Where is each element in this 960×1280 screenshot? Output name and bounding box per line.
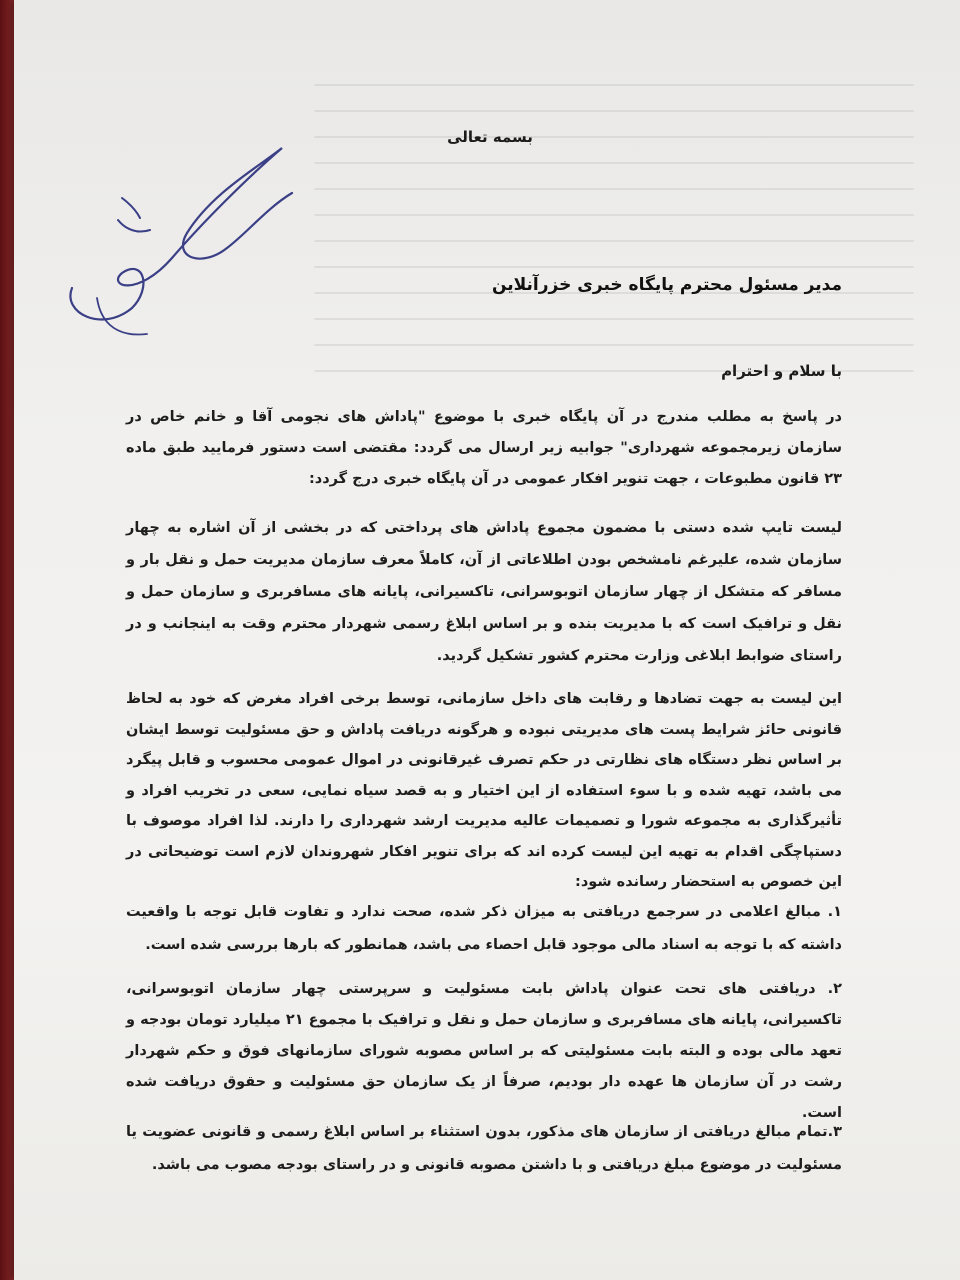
paragraph-point-3: ۳.تمام مبالغ دریافتی از سازمان های مذکور، بدون استثناء بر اساس ابلاغ رسمی و قانونی عضویت یا مسئولیت در موضوع مبلغ دریافتی و با داشتن مصوبه قانونی و در راستای بودجه مصوب می باشد.	[126, 1124, 842, 1173]
paragraph-point-2: ۲. دریافتی های تحت عنوان پاداش بابت مسئولیت و سرپرستی چهار سازمان اتوبوسرانی، تاکسیرانی، پایانه های مسافربری و سازمان حمل و نقل و ترافیک با مجموع ۲۱ میلیارد تومان بودجه و تعهد مالی بوده و البته بابت مسئولیتی که بر اساس مصوبه شورای سازمانهای فوق و حکم شهردار رشت در آن سازمان ها عهده دار بودیم، صرفاً از یک سازمان حق مسئولیت و حقوق دریافت شده است.	[126, 981, 842, 1121]
paragraph-rivalries: این لیست به جهت تضادها و رقابت های داخل سازمانی، توسط برخی افراد مغرض که خود به لحاظ قانونی حائز شرایط پست های مدیریتی نبوده و هرگونه دریافت پاداش و حق مسئولیت توسط ایشان بر اساس نظر دستگاه های نظارتی در حکم تصرف غیرقانونی در اموال عمومی محسوب و قابل پیگرد می باشد، تهیه شده و با سوء استفاده از این اختیار و به قصد سیاه نمایی، سعی در تخریب افراد و تأثیرگذاری به مجموعه شورا و تصمیمات عالیه مدیریت ارشد شهرداری را دارند. لذا افراد موصوف با دستپاچگی اقدام به تهیه این لیست کرده اند که برای تنویر افکار شهروندان لازم است توضیحاتی در این خصوص به استحضار رسانده شود:	[126, 691, 842, 890]
basmala-heading: بسمه تعالی	[447, 128, 533, 146]
addressee-line: مدیر مسئول محترم پایگاه خبری خزرآنلاین	[491, 275, 842, 295]
paragraph-typed-list: لیست تایپ شده دستی با مضمون مجموع پاداش های پرداختی که در بخشی از آن اشاره به چهار سازمان شده، علیرغم نامشخص بودن اطلاعاتی از آن، کاملاً معرف سازمان مدیریت حمل و نقل بار و مسافر که متشکل از چهار سازمان اتوبوسرانی، تاکسیرانی، پایانه های مسافربری و سازمان حمل و نقل و ترافیک است که با مدیریت بنده و بر اساس ابلاغ رسمی شهردار محترم وقت به اینجانب و در راستای ضوابط ابلاغی وزارت محترم کشور تشکیل گردید.	[126, 520, 842, 664]
reverse-side-bleed-through	[314, 60, 914, 400]
greeting-line: با سلام و احترام	[721, 362, 842, 380]
handwritten-signature	[52, 138, 312, 348]
paragraph-point-1: ۱. مبالغ اعلامی در سرجمع دریافتی به میزان ذکر شده، صحت ندارد و تفاوت قابل توجه با واقعیت داشته که با توجه به اسناد مالی موجود قابل احصاء می باشد، همانطور که بارها بررسی شده است.	[126, 904, 842, 953]
paragraph-intro: در پاسخ به مطلب مندرج در آن پایگاه خبری با موضوع "پاداش های نجومی آقا و خانم خاص در سازمان زیرمجموعه شهرداری" جوابیه زیر ارسال می گردد: مقتضی است دستور فرمایید طبق ماده ۲۳ قانون مطبوعات ، جهت تنویر افکار عمومی در آن پایگاه خبری درج گردد:	[126, 409, 842, 487]
